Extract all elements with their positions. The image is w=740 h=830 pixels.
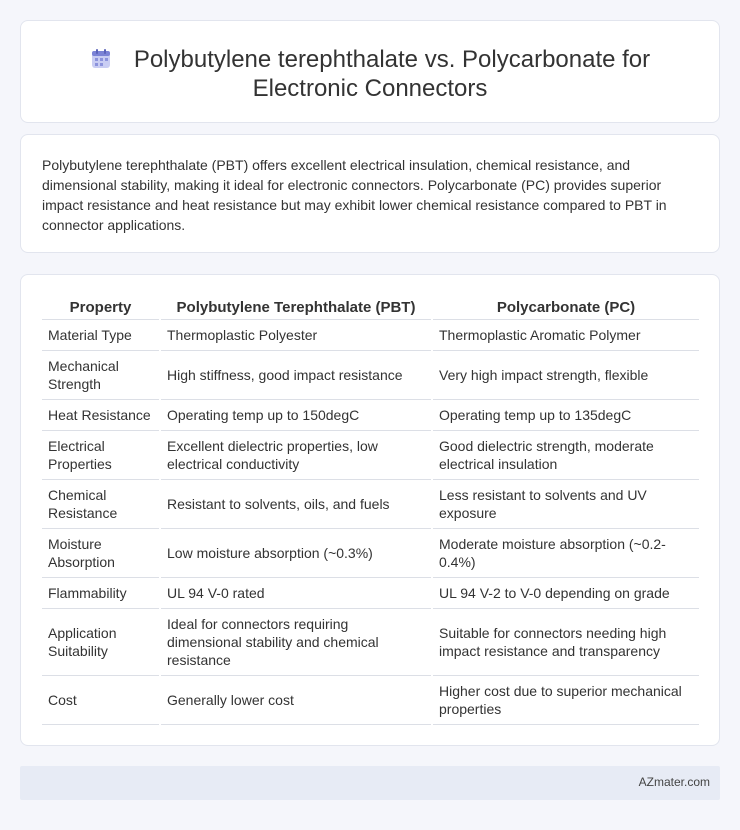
cell-pc: Thermoplastic Aromatic Polymer [432, 319, 699, 350]
comparison-card [20, 274, 720, 746]
table-row [42, 399, 699, 430]
table-header-row [42, 294, 699, 319]
header-property: Property [42, 294, 160, 319]
cell-pc: Operating temp up to 135degC [432, 399, 699, 430]
cell-pbt: High stiffness, good impact resistance [160, 350, 432, 399]
cell-property: Flammability [42, 577, 160, 608]
cell-property: Application Suitability [42, 608, 160, 675]
cell-property: Cost [42, 675, 160, 724]
cell-pbt: UL 94 V-0 rated [160, 577, 432, 608]
intro-paragraph: Polybutylene terephthalate (PBT) offers excellent electrical insulation, chemical resistance, and dimensional stability, making it ideal for electronic connectors. Polycarbonate (PC) provides superior impact resistance and heat resistance but may exhibit lower chemical resistance compared to PBT in connector applications. [42, 157, 667, 233]
cell-pc: Higher cost due to superior mechanical properties [432, 675, 699, 724]
cell-pbt: Excellent dielectric properties, low electrical conductivity [160, 430, 432, 479]
header-pc: Polycarbonate (PC) [432, 294, 699, 319]
cell-property: Heat Resistance [42, 399, 160, 430]
footer-brand-link[interactable]: AZmater.com [638, 775, 710, 789]
table-row [42, 479, 699, 528]
cell-property: Chemical Resistance [42, 479, 160, 528]
cell-pbt: Operating temp up to 150degC [160, 399, 432, 430]
cell-property: Moisture Absorption [42, 528, 160, 577]
title-line-2: Electronic Connectors [252, 75, 488, 102]
table-row [42, 608, 699, 675]
table-row [42, 319, 699, 350]
comparison-table [42, 294, 699, 725]
cell-pc: Less resistant to solvents and UV exposure [432, 479, 699, 528]
title-card [20, 20, 720, 123]
table-row [42, 675, 699, 724]
footer [20, 766, 720, 800]
cell-pc: UL 94 V-2 to V-0 depending on grade [432, 577, 699, 608]
table-row [42, 430, 699, 479]
cell-property: Material Type [42, 319, 160, 350]
title-line-1: Polybutylene terephthalate vs. Polycarbonate for [133, 46, 651, 73]
cell-pbt: Thermoplastic Polyester [160, 319, 432, 350]
cell-pbt: Generally lower cost [160, 675, 432, 724]
header-pbt: Polybutylene Terephthalate (PBT) [160, 294, 432, 319]
cell-pbt: Ideal for connectors requiring dimensional stability and chemical resistance [160, 608, 432, 675]
page-title [21, 45, 719, 103]
intro-card [20, 134, 720, 253]
cell-pbt: Low moisture absorption (~0.3%) [160, 528, 432, 577]
cell-pbt: Resistant to solvents, oils, and fuels [160, 479, 432, 528]
table-row [42, 577, 699, 608]
cell-property: Electrical Properties [42, 430, 160, 479]
cell-pc: Very high impact strength, flexible [432, 350, 699, 399]
calendar-icon [90, 48, 112, 70]
cell-pc: Moderate moisture absorption (~0.2-0.4%) [432, 528, 699, 577]
cell-property: Mechanical Strength [42, 350, 160, 399]
table-row [42, 528, 699, 577]
table-row [42, 350, 699, 399]
cell-pc: Good dielectric strength, moderate electrical insulation [432, 430, 699, 479]
cell-pc: Suitable for connectors needing high impact resistance and transparency [432, 608, 699, 675]
